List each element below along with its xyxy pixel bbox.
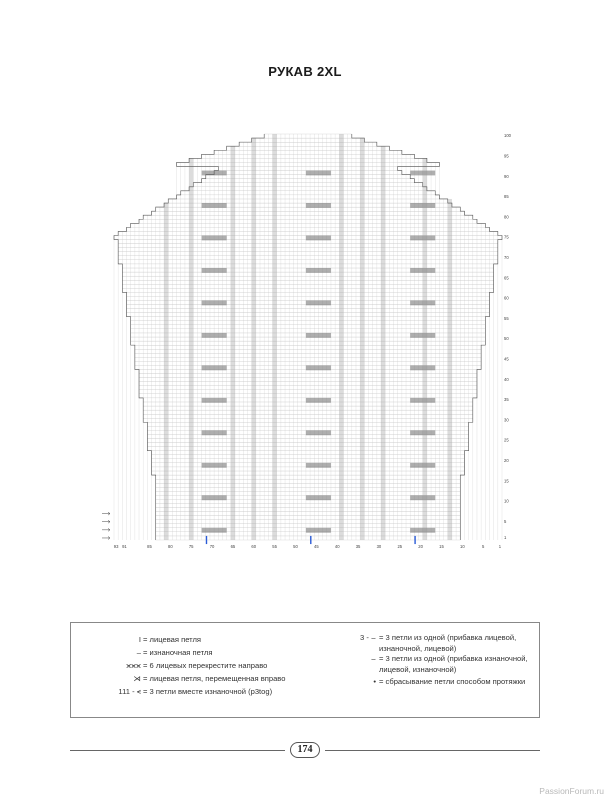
cable-cross-mark	[306, 495, 331, 500]
chart-row	[122, 264, 493, 268]
column-label: 25	[397, 544, 403, 549]
increase-pkp-icon: ⌣	[371, 654, 376, 663]
chart-row	[177, 195, 440, 199]
row-label: 75	[504, 234, 509, 240]
chart-row	[127, 292, 490, 296]
row-label: 80	[504, 214, 509, 220]
chart-row	[147, 426, 468, 430]
chart-row	[239, 142, 377, 146]
purl-panel-stripe	[252, 138, 256, 540]
cable-cross-mark	[306, 203, 331, 208]
cable-cross-mark	[202, 203, 227, 208]
cable-cross-mark	[306, 171, 331, 176]
chart-row	[181, 191, 435, 195]
chart-row	[152, 471, 465, 475]
column-label: 35	[355, 544, 361, 549]
column-label: 75	[188, 544, 194, 549]
cable-cross-mark	[202, 236, 227, 241]
chart-row	[135, 361, 481, 365]
column-label: 70	[209, 544, 215, 549]
row-direction-arrow-icon	[102, 520, 110, 523]
chart-row	[227, 146, 390, 150]
legend-text-inc-pkp: = 3 петли из одной (прибавка изнаночной, лицевой, изнаночной)	[379, 654, 528, 674]
row-label: 60	[504, 295, 509, 301]
cable-cross-mark	[306, 365, 331, 370]
purl-panel-stripe	[231, 146, 235, 540]
legend-box	[70, 622, 540, 718]
legend-text-purl: = изнаночная петля	[143, 648, 213, 657]
column-label: 5	[482, 544, 485, 549]
chart-row	[156, 475, 461, 479]
row-label: 40	[504, 376, 509, 382]
chart-row	[156, 524, 461, 528]
chart-row	[127, 313, 490, 317]
column-label: 93	[113, 544, 119, 549]
column-label: 80	[167, 544, 173, 549]
chart-row	[156, 508, 461, 512]
chart-row	[152, 451, 465, 455]
cable-cross-mark	[202, 495, 227, 500]
chart-row	[156, 491, 461, 495]
cable-cross-mark	[202, 463, 227, 468]
chart-row	[152, 211, 465, 215]
legend-row-cable	[71, 659, 306, 672]
chart-row	[168, 199, 448, 203]
purl-panel-stripe	[360, 138, 364, 540]
row-label: 35	[504, 397, 509, 403]
purl-panel-stripe	[423, 158, 427, 540]
cable-cross-mark	[306, 300, 331, 305]
chart-row	[147, 443, 468, 447]
chart-row	[135, 349, 481, 353]
row-direction-arrow-icon	[102, 536, 110, 539]
legend-text-inc-kpk: = 3 петли из одной (прибавка лицевой, изнаночной, лицевой)	[379, 633, 517, 653]
cable-cross-mark	[306, 430, 331, 435]
page-rule-left	[70, 750, 285, 751]
purl-panel-stripe	[339, 134, 343, 540]
chart-row	[152, 459, 465, 463]
row-label: 90	[504, 173, 509, 179]
chart-row	[118, 244, 498, 248]
chart-row	[131, 321, 486, 325]
column-label: 60	[251, 544, 257, 549]
row-label: 5	[504, 518, 507, 524]
page-number: 174	[290, 742, 320, 758]
chart-row	[131, 329, 486, 333]
watermark: PassionForum.ru	[539, 786, 604, 796]
legend-row-moved	[71, 672, 306, 685]
purl-panel-stripe	[273, 134, 277, 540]
page-title: РУКАВ 2XL	[268, 64, 342, 79]
legend-text-dropped: = сбрасывание петли способом протяжки	[379, 677, 526, 686]
knit-stitch-icon: I	[138, 635, 141, 644]
chart-row	[135, 345, 481, 349]
chart-row	[189, 187, 427, 191]
column-label: 20	[418, 544, 423, 549]
cable-cross-mark	[306, 398, 331, 403]
purl-panel-stripe	[189, 158, 193, 540]
column-label: 55	[272, 544, 277, 549]
purl-stitch-icon: –	[136, 648, 141, 657]
cable-cross-mark	[202, 333, 227, 338]
blue-marker	[310, 536, 311, 544]
row-label: 65	[504, 275, 509, 281]
chart-row	[127, 227, 490, 231]
legend-row-p3tog	[71, 685, 306, 698]
chart-row	[218, 166, 397, 170]
column-label: 15	[439, 544, 444, 549]
blue-marker	[414, 536, 415, 544]
chart-row	[122, 280, 493, 284]
row-direction-arrow-icon	[102, 512, 110, 515]
chart-row	[156, 503, 461, 507]
column-label: 65	[230, 544, 236, 549]
chart-row	[122, 284, 493, 288]
row-label: 10	[504, 498, 509, 504]
column-label: 45	[314, 544, 319, 549]
legend-row-inc-pkp	[311, 654, 539, 675]
column-label: 85	[147, 544, 152, 549]
cable-cross-mark	[202, 365, 227, 370]
purl-panel-stripe	[381, 146, 385, 540]
chart-row	[193, 183, 422, 187]
legend-row-knit	[71, 633, 306, 646]
chart-row	[131, 341, 486, 345]
cable-cross-mark	[306, 528, 331, 533]
chart-row	[118, 252, 498, 256]
legend-row-dropped	[311, 675, 539, 688]
cable-cross-mark	[306, 333, 331, 338]
chart-row	[118, 256, 498, 260]
cable-cross-mark	[202, 398, 227, 403]
column-label: 10	[460, 544, 465, 549]
moved-stitch-icon: ⋊	[133, 674, 141, 683]
chart-row	[131, 317, 486, 321]
cable-cross-icon: ⪤⪤⪤	[126, 661, 141, 670]
dropped-stitch-icon: •	[373, 677, 376, 686]
row-label: 85	[504, 194, 509, 200]
chart-row	[135, 353, 481, 357]
chart-grid	[100, 120, 512, 556]
chart-row	[156, 483, 461, 487]
legend-row-inc-kpk	[311, 633, 539, 654]
cable-cross-mark	[306, 463, 331, 468]
legend-text-knit: = лицевая петля	[143, 635, 202, 644]
p3tog-icon: 111 - ⪪	[118, 687, 141, 696]
column-label: 91	[122, 544, 127, 549]
legend-text-p3tog: = 3 петли вместе изнаночной (p3tog)	[143, 687, 273, 696]
purl-panel-stripe	[448, 199, 452, 540]
legend-text-cable: = 6 лицевых перекрестите направо	[143, 661, 268, 670]
legend-text-moved: = лицевая петля, перемещенная вправо	[143, 674, 286, 683]
cable-cross-mark	[202, 268, 227, 273]
column-label: 30	[376, 544, 382, 549]
chart-row	[156, 487, 461, 491]
knitting-chart	[100, 120, 512, 556]
row-label: 55	[504, 315, 509, 321]
chart-row	[118, 260, 498, 264]
column-label: 1	[498, 544, 502, 549]
chart-row	[189, 158, 427, 162]
row-label: 30	[504, 417, 509, 423]
row-direction-arrow-icon	[102, 528, 110, 531]
chart-row	[156, 520, 461, 524]
chart-row	[122, 276, 493, 280]
chart-row	[156, 479, 461, 483]
cable-cross-mark	[306, 236, 331, 241]
row-label: 50	[504, 336, 509, 342]
chart-row	[135, 357, 481, 361]
chart-row	[177, 162, 440, 166]
chart-row	[152, 455, 465, 459]
row-label: 95	[504, 153, 509, 159]
row-label: 15	[504, 478, 509, 484]
chart-row	[252, 138, 365, 142]
chart-row	[264, 134, 352, 138]
purl-panel-stripe	[164, 203, 168, 540]
chart-row	[131, 325, 486, 329]
chart-row	[156, 512, 461, 516]
row-label: 1	[504, 535, 507, 541]
column-label: 50	[293, 544, 298, 549]
cable-cross-mark	[202, 528, 227, 533]
chart-row	[118, 231, 498, 235]
cable-cross-mark	[202, 300, 227, 305]
chart-row	[118, 248, 498, 252]
blue-marker	[206, 536, 207, 544]
column-label: 40	[334, 544, 340, 549]
chart-row	[147, 422, 468, 426]
chart-row	[131, 223, 486, 227]
chart-row	[127, 296, 490, 300]
chart-row	[127, 309, 490, 313]
cable-cross-mark	[202, 430, 227, 435]
legend-row-purl	[71, 646, 306, 659]
chart-row	[147, 439, 468, 443]
row-label: 70	[504, 255, 509, 261]
chart-row	[122, 288, 493, 292]
legend-right-column	[311, 633, 539, 688]
row-label: 20	[504, 458, 509, 464]
legend-left-column	[71, 633, 306, 698]
row-label: 100	[504, 133, 511, 139]
chart-row	[147, 447, 468, 451]
page-rule-right	[325, 750, 540, 751]
cable-cross-mark	[306, 268, 331, 273]
chart-row	[214, 150, 402, 154]
row-label: 25	[504, 437, 509, 443]
increase-kpk-icon: 3 - ⌣	[360, 633, 376, 642]
row-label: 45	[504, 356, 509, 362]
chart-row	[156, 516, 461, 520]
